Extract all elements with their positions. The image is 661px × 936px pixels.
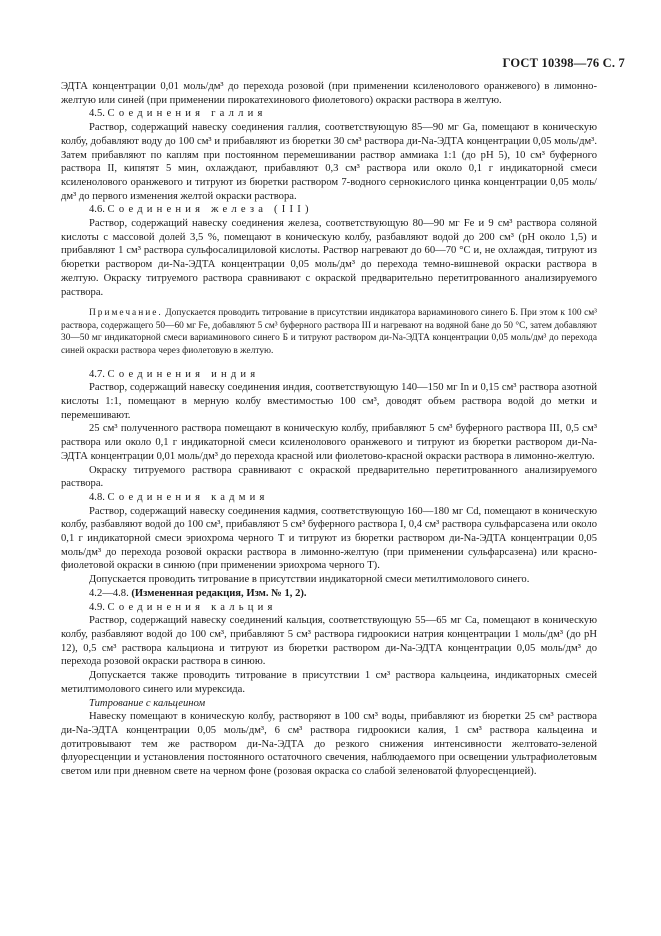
section-title: Соединения железа (III) xyxy=(107,204,313,216)
section-heading-4-7 xyxy=(61,368,597,382)
note-text: Допускается проводить титрование в присутствии индикатора вариаминового синего Б. При этом к 100 см³ раствора, содержащего 50—60 мг Fe, добавляют 5 см³ буферного раствора III и нагревают на водяной бане до 50 °C, затем добавляют 30—50 мг индикаторной смеси вариаминового синего Б и титруют раствором ди-Na-ЭДТА концентрации 0,05 моль/дм³ до перехода синей окраски раствора через фиолетовую в желтую. xyxy=(61,308,597,357)
section-title: Соединения галлия xyxy=(107,108,267,120)
paragraph-calcium-2: Допускается также проводить титрование в присутствии 1 см³ раствора кальцеина, индикаторных смесей метилтимолового синего или мурексида. xyxy=(61,670,597,695)
section-heading-4-5 xyxy=(61,107,597,121)
paragraph-indium-1: Раствор, содержащий навеску соединения индия, соответствующую 140—150 мг In и 0,15 см³ раствора азотной кислоты 1:1, помещают в мерную колбу вместимостью 100 см³, доводят объем раствора водой до метки и перемешивают. xyxy=(61,382,597,421)
paragraph-gallium: Раствор, содержащий навеску соединения галлия, соответствующую 85—90 мг Ga, помещают в коническую колбу, добавляют воду до 100 см³ и прибавляют из бюретки 30 см³ раствора ди-Na-ЭДТА концентрации 0,05 моль/дм³. Затем прибавляют по каплям при постоянном перемешивании раствор аммиака 1:1 (до pH 5), 10 см³ буферного раствора II, кипятят 5 мин, охлаждают, прибавляют 0,3 см³ раствора или около 0,1 г индикаторной смеси ксиленолового оранжевого и титруют из бюретки раствором 7-водного сернокислого цинка концентрации 0,05 моль/дм³ до первого изменения желтой окраски раствора. xyxy=(61,122,597,202)
section-title: Соединения кальция xyxy=(107,601,277,613)
section-number: 4.8. xyxy=(89,491,105,503)
paragraph-cadmium-1: Раствор, содержащий навеску соединения кадмия, соответствующую 160—180 мг Cd, помещают в коническую колбу, разбавляют водой до 100 см³, прибавляют 5 см³ буферного раствора I, 0,4 см³ раствора сульфарсазена или около 0,1 г индикаторной смеси эриохрома черного Т и титруют из бюретки раствором ди-Na-ЭДТА концентрации 0,05 моль/дм³ до перехода розовой окраски раствора в лимонно-желтую (при применении сульфарсазена) или красно-фиолетовой окраски в синюю (при применении эриохрома черного Т). xyxy=(61,505,597,572)
paragraph-iron: Раствор, содержащий навеску соединения железа, соответствующую 80—90 мг Fe и 9 см³ раствора соляной кислоты с массовой долей 3,5 %, помещают в коническую колбу, разбавляют водой до 200 см³ (pH около 1,5) и прибавляют 1 см³ раствора сульфосалициловой кислоты. Раствор нагревают до 60—70 °C и, не охлаждая, титруют из бюретки раствором ди-Na-ЭДТА концентрации 0,05 моль/дм³ до перехода темно-вишневой окраски раствора в желтую. Окраску титруемого раствора сравнивают с окраской предварительно перетитрованного анализируемого раствора. xyxy=(61,218,597,298)
section-heading-4-6 xyxy=(61,203,597,217)
amendment-text: (Измененная редакция, Изм. № 1, 2). xyxy=(131,587,307,599)
paragraph-indium-2: 25 см³ полученного раствора помещают в коническую колбу, прибавляют 5 см³ буферного раствора III, 0,5 см³ раствора или около 0,1 г индикаторной смеси ксиленолового оранжевого и титруют из бюретки раствором ди-Na-ЭДТА концентрации 0,01 моль/дм³ до перехода красной или фиолетово-красной окраски раствора в лимонно-желтую. xyxy=(61,423,597,462)
section-heading-4-8 xyxy=(61,491,597,505)
note-paragraph xyxy=(61,307,597,357)
section-title: Соединения кадмия xyxy=(107,491,269,503)
subtitle-calcein: Титрование с кальцеином xyxy=(89,697,206,709)
paragraph-cadmium-2: Допускается проводить титрование в присутствии индикаторной смеси метилтимолового синего. xyxy=(89,574,530,586)
section-title: Соединения индия xyxy=(107,368,260,380)
running-header: ГОСТ 10398—76 С. 7 xyxy=(502,56,625,70)
document-body xyxy=(61,80,597,779)
section-number: 4.9. xyxy=(89,601,105,613)
paragraph-indium-3: Окраску титруемого раствора сравнивают с окраской предварительно перетитрованного анализируемого раствора. xyxy=(61,464,597,490)
section-number: 4.7. xyxy=(89,368,105,380)
paragraph-intro: ЭДТА концентрации 0,01 моль/дм³ до перехода розовой (при применении ксиленолового оранжевого) в лимонно-желтую или синей (при применении пирокатехинового фиолетового) окраски раствора в желтую. xyxy=(61,81,597,106)
section-number: 4.5. xyxy=(89,108,105,120)
amendment-note xyxy=(61,587,597,601)
section-number: 4.6. xyxy=(89,204,105,216)
amendment-range: 4.2—4.8. xyxy=(89,587,129,599)
note-label: Примечание. xyxy=(89,308,163,319)
paragraph-calcium-1: Раствор, содержащий навеску соединений кальция, соответствующую 55—65 мг Ca, помещают в коническую колбу, разбавляют водой до 100 см³, прибавляют 5 см³ раствора гидроокиси натрия концентрации 1 моль/дм³ (до pH 12), 0,5 см³ раствора кальциона и титруют из бюретки раствором ди-Na-ЭДТА концентрации 0,05 моль/дм³ до перехода розовой окраски раствора в синюю. xyxy=(61,615,597,668)
paragraph-calcium-3: Навеску помещают в коническую колбу, растворяют в 100 см³ воды, прибавляют из бюретки 25 см³ раствора ди-Na-ЭДТА концентрации 0,05 моль/дм³, 6 см³ раствора гидроокиси калия, 1 см³ раствора кальцеина и дотитровывают тем же раствором ди-Na-ЭДТА до резкого снижения интенсивности желтовато-зеленой флуоресценции и установления постоянного остаточного свечения, наблюдаемого при освещении ультрафиолетовым светом или при дневном свете на черном фоне (розовая окраска со слабой зеленоватой флуоресценцией). xyxy=(61,711,597,778)
section-heading-4-9 xyxy=(61,601,597,615)
